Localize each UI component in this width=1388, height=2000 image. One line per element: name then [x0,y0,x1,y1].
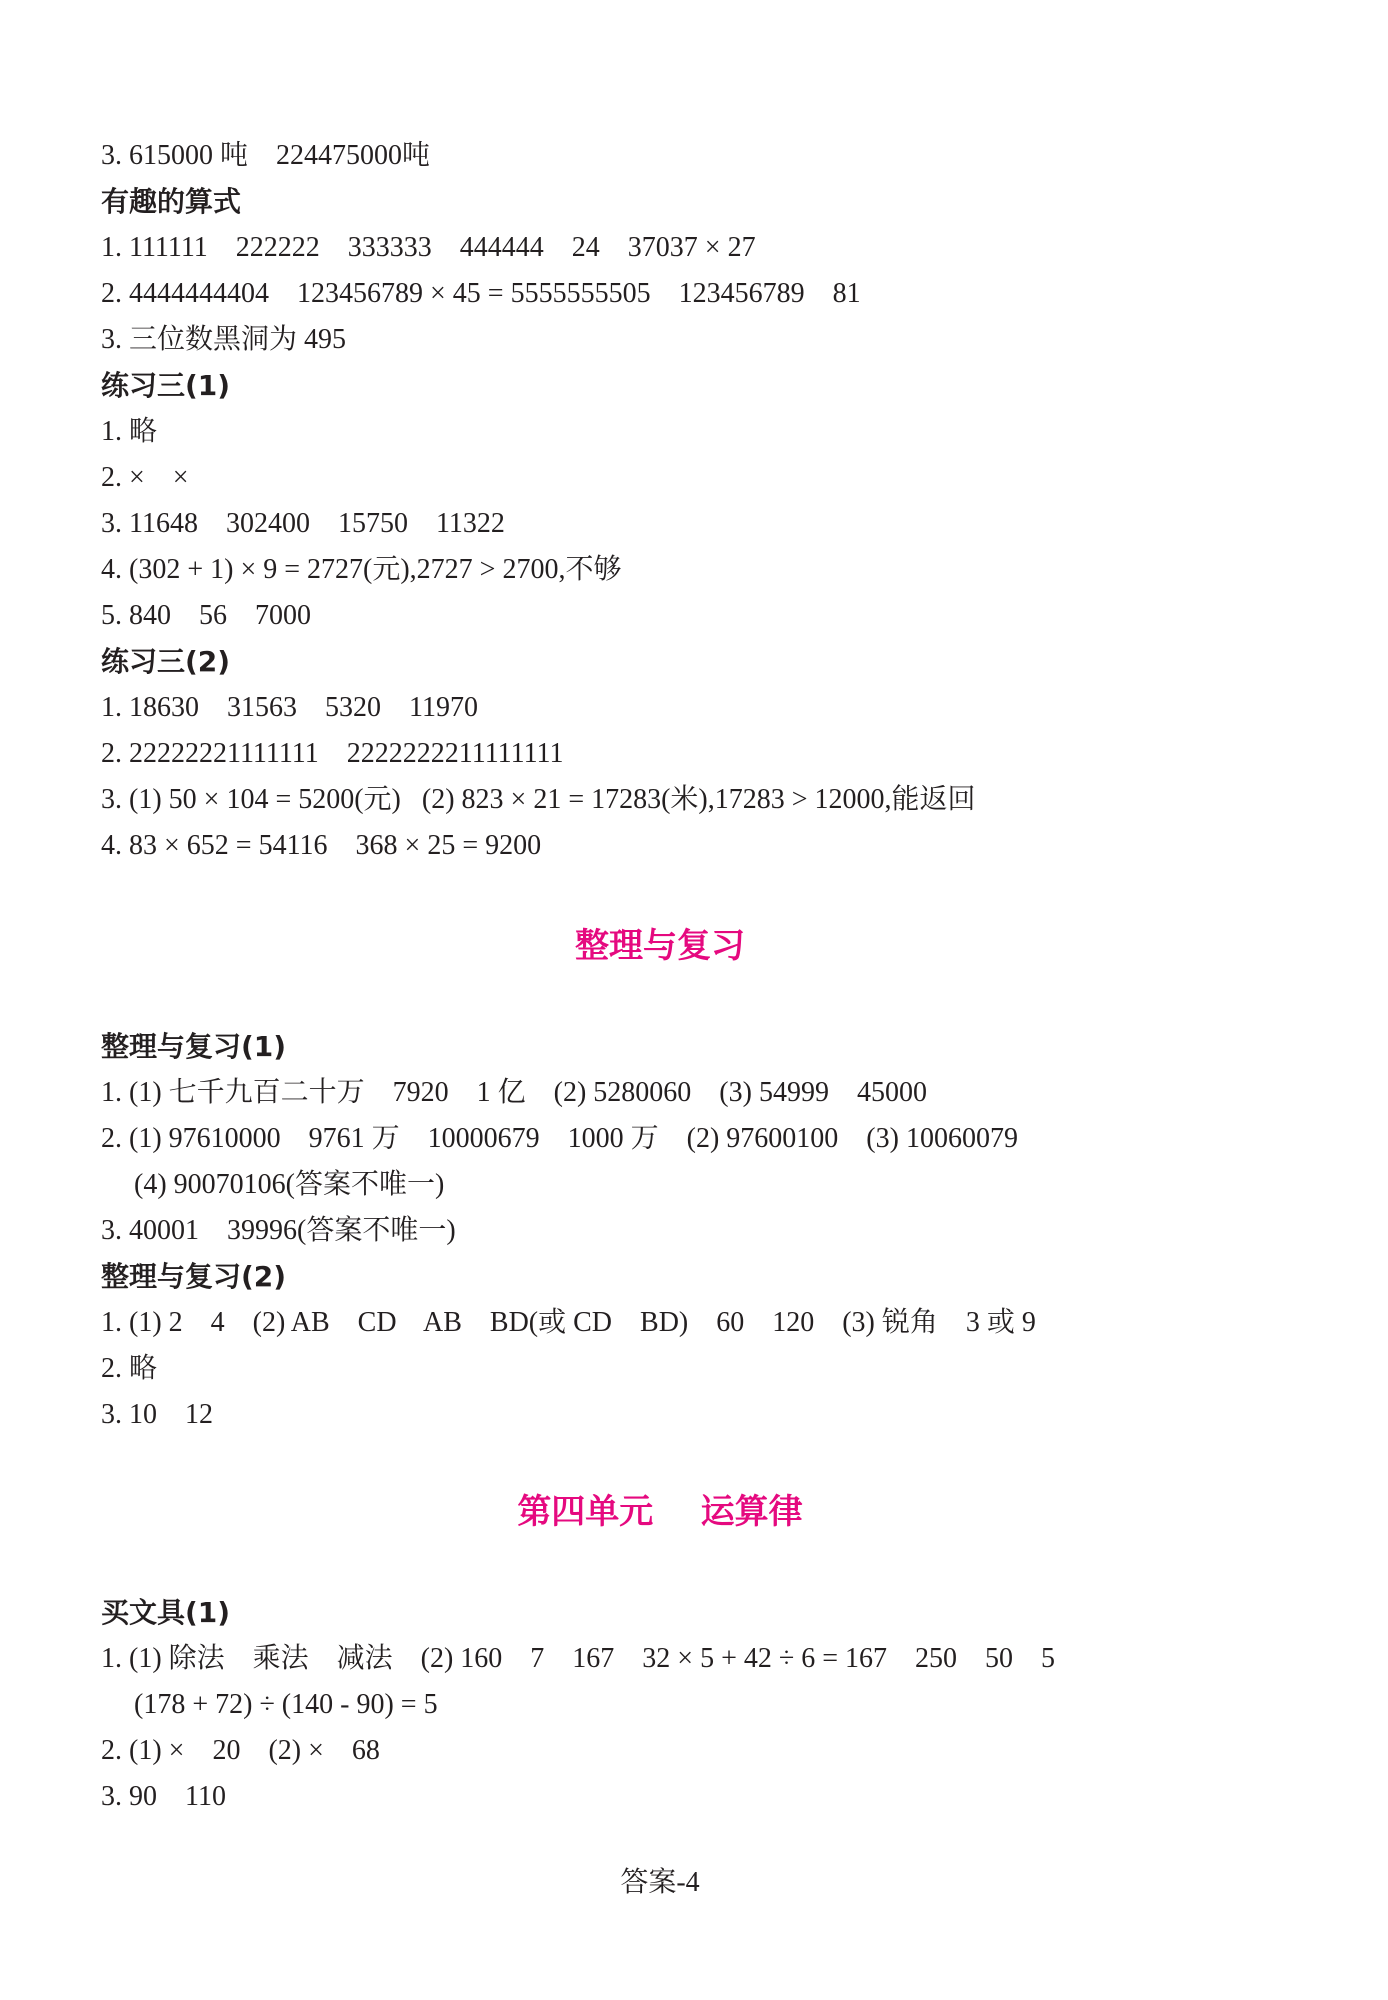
subsection-heading: 买文具(1) [101,1596,231,1629]
answer-line: (178 + 72) ÷ (140 - 90) = 5 [134,1689,438,1720]
page-number: 答案-4 [620,1867,700,1898]
answer-line: 1. 略 [101,416,158,447]
answer-line: 3. 10 12 [101,1399,213,1430]
answer-line: 4. 83 × 652 = 54116 368 × 25 = 9200 [101,830,542,861]
answer-line: 2. 4444444404 123456789 × 45 = 5555555505 123456789 81 [101,278,861,309]
subsection-heading: 整理与复习(1) [101,1030,287,1063]
answer-line: 2. 略 [101,1353,158,1384]
answer-line: 3. 三位数黑洞为 495 [101,324,347,355]
section-title: 整理与复习 [575,926,745,966]
answer-line: 3. 40001 39996(答案不唯一) [101,1215,456,1246]
answer-line: 1. 111111 222222 333333 444444 24 37037 × 27 [101,232,756,263]
answer-line: 2. 22222221111111 2222222211111111 [101,738,564,769]
answer-line: 2. (1) 97610000 9761 万 10000679 1000 万 (2) 97600100 (3) 10060079 [101,1123,1018,1154]
answer-line: 1. 18630 31563 5320 11970 [101,692,478,723]
answer-line: 3. (1) 50 × 104 = 5200(元) (2) 823 × 21 = 17283(米),17283 > 12000,能返回 [101,784,976,815]
answer-line: 3. 11648 302400 15750 11322 [101,508,505,539]
answer-line: 5. 840 56 7000 [101,600,311,631]
answer-line: 2. × × [101,462,189,493]
subsection-heading: 练习三(1) [101,369,231,402]
answer-line: 1. (1) 2 4 (2) AB CD AB BD(或 CD BD) 60 120 (3) 锐角 3 或 9 [101,1307,1036,1338]
answer-line: 3. 90 110 [101,1781,226,1812]
subsection-heading: 整理与复习(2) [101,1260,287,1293]
section-title: 第四单元 运算律 [517,1492,803,1532]
subsection-heading: 有趣的算式 [101,185,242,218]
answer-line: (4) 90070106(答案不唯一) [134,1169,445,1200]
answer-line: 3. 615000 吨 224475000吨 [101,140,431,171]
answer-line: 2. (1) × 20 (2) × 68 [101,1735,380,1766]
subsection-heading: 练习三(2) [101,645,231,678]
answer-line: 1. (1) 除法 乘法 减法 (2) 160 7 167 32 × 5 + 42 ÷ 6 = 167 250 50 5 [101,1643,1056,1674]
answer-line: 4. (302 + 1) × 9 = 2727(元),2727 > 2700,不够 [101,554,622,585]
answer-line: 1. (1) 七千九百二十万 7920 1 亿 (2) 5280060 (3) 54999 45000 [101,1077,927,1108]
